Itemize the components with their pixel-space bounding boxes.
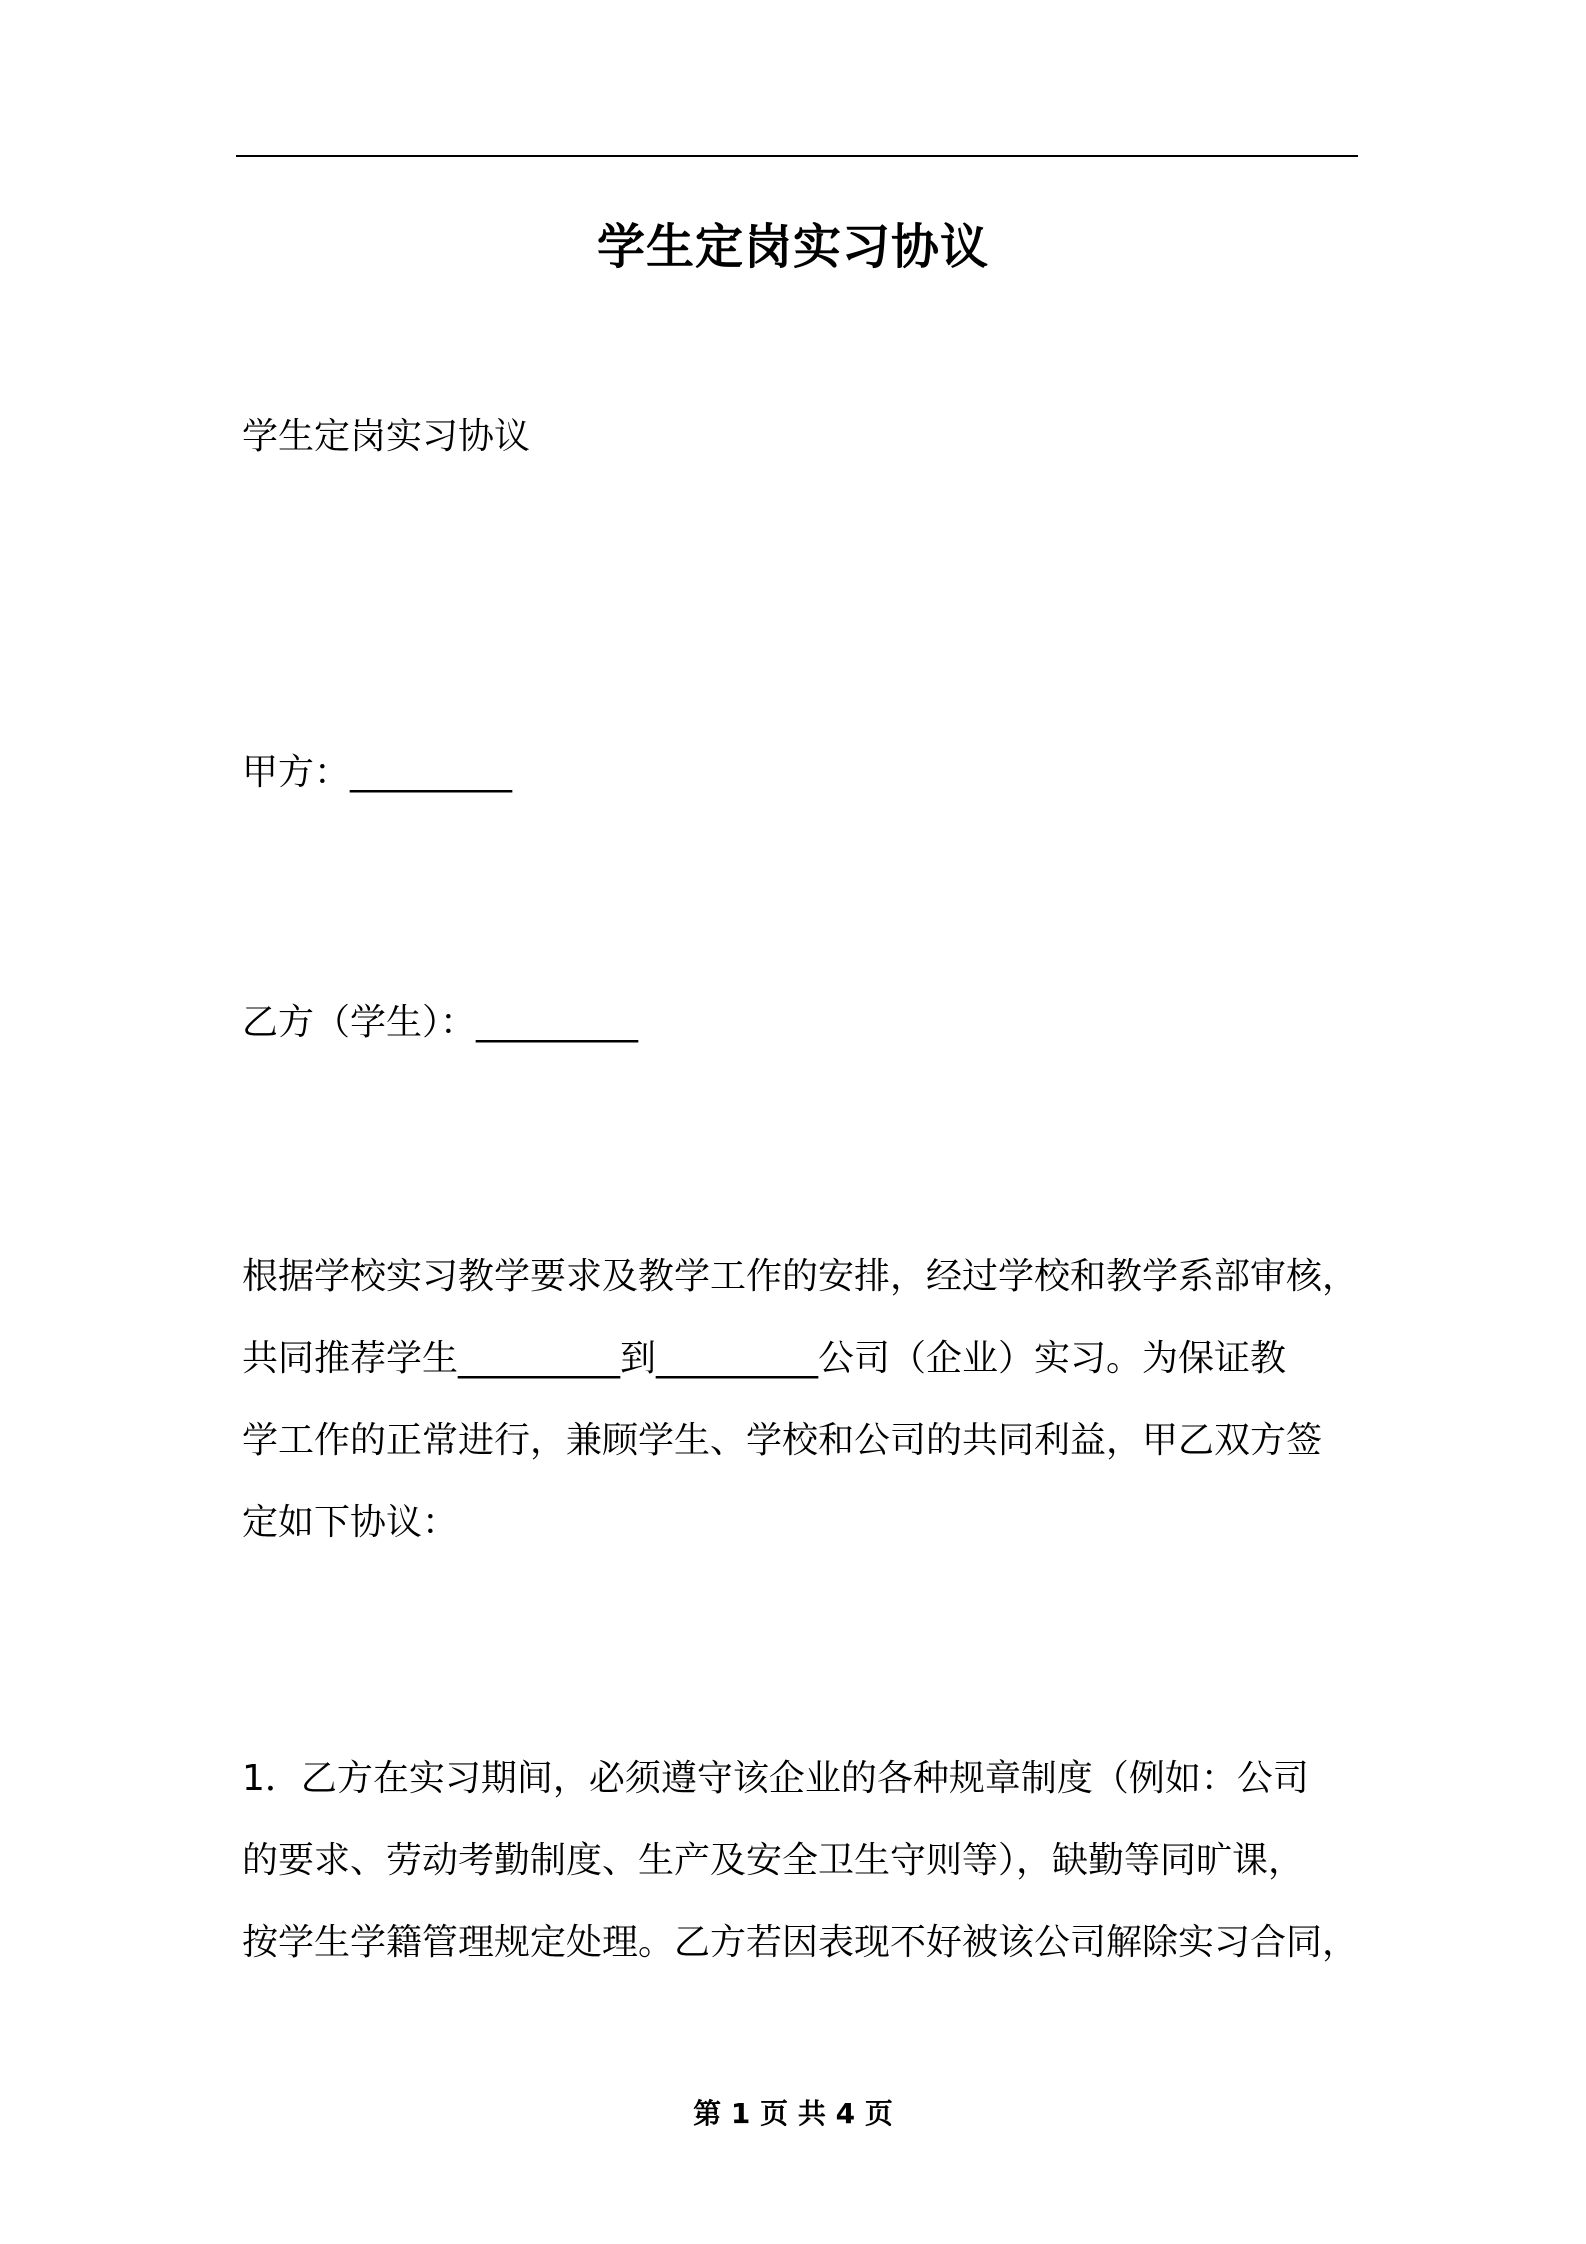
party-b-line: 乙方（学生）：_________ (242, 1002, 639, 1043)
document-title: 学生定岗实习协议 (596, 219, 989, 275)
header-rule (236, 155, 1358, 157)
page-indicator: 第 1 页 共 4 页 (693, 2097, 893, 2130)
party-a-line: 甲方：_________ (242, 752, 513, 793)
intro-line: 根据学校实习教学要求及教学工作的安排，经过学校和教学系部审核， (242, 1256, 1359, 1297)
clause-1-paragraph (242, 1738, 1358, 1984)
clause-line: 1．乙方在实习期间，必须遵守该企业的各种规章制度（例如：公司 (242, 1758, 1309, 1799)
intro-line: 学工作的正常进行，兼顾学生、学校和公司的共同利益，甲乙双方签 (242, 1420, 1323, 1461)
clause-line: 按学生学籍管理规定处理。乙方若因表现不好被该公司解除实习合同， (242, 1922, 1359, 1963)
intro-line: 定如下协议： (242, 1502, 459, 1543)
intro-paragraph (242, 1236, 1358, 1564)
intro-line: 共同推荐学生_________到_________公司（企业）实习。为保证教 (242, 1338, 1287, 1379)
clause-line: 的要求、劳动考勤制度、生产及安全卫生守则等），缺勤等同旷课， (242, 1840, 1305, 1881)
document-subtitle: 学生定岗实习协议 (242, 416, 531, 457)
